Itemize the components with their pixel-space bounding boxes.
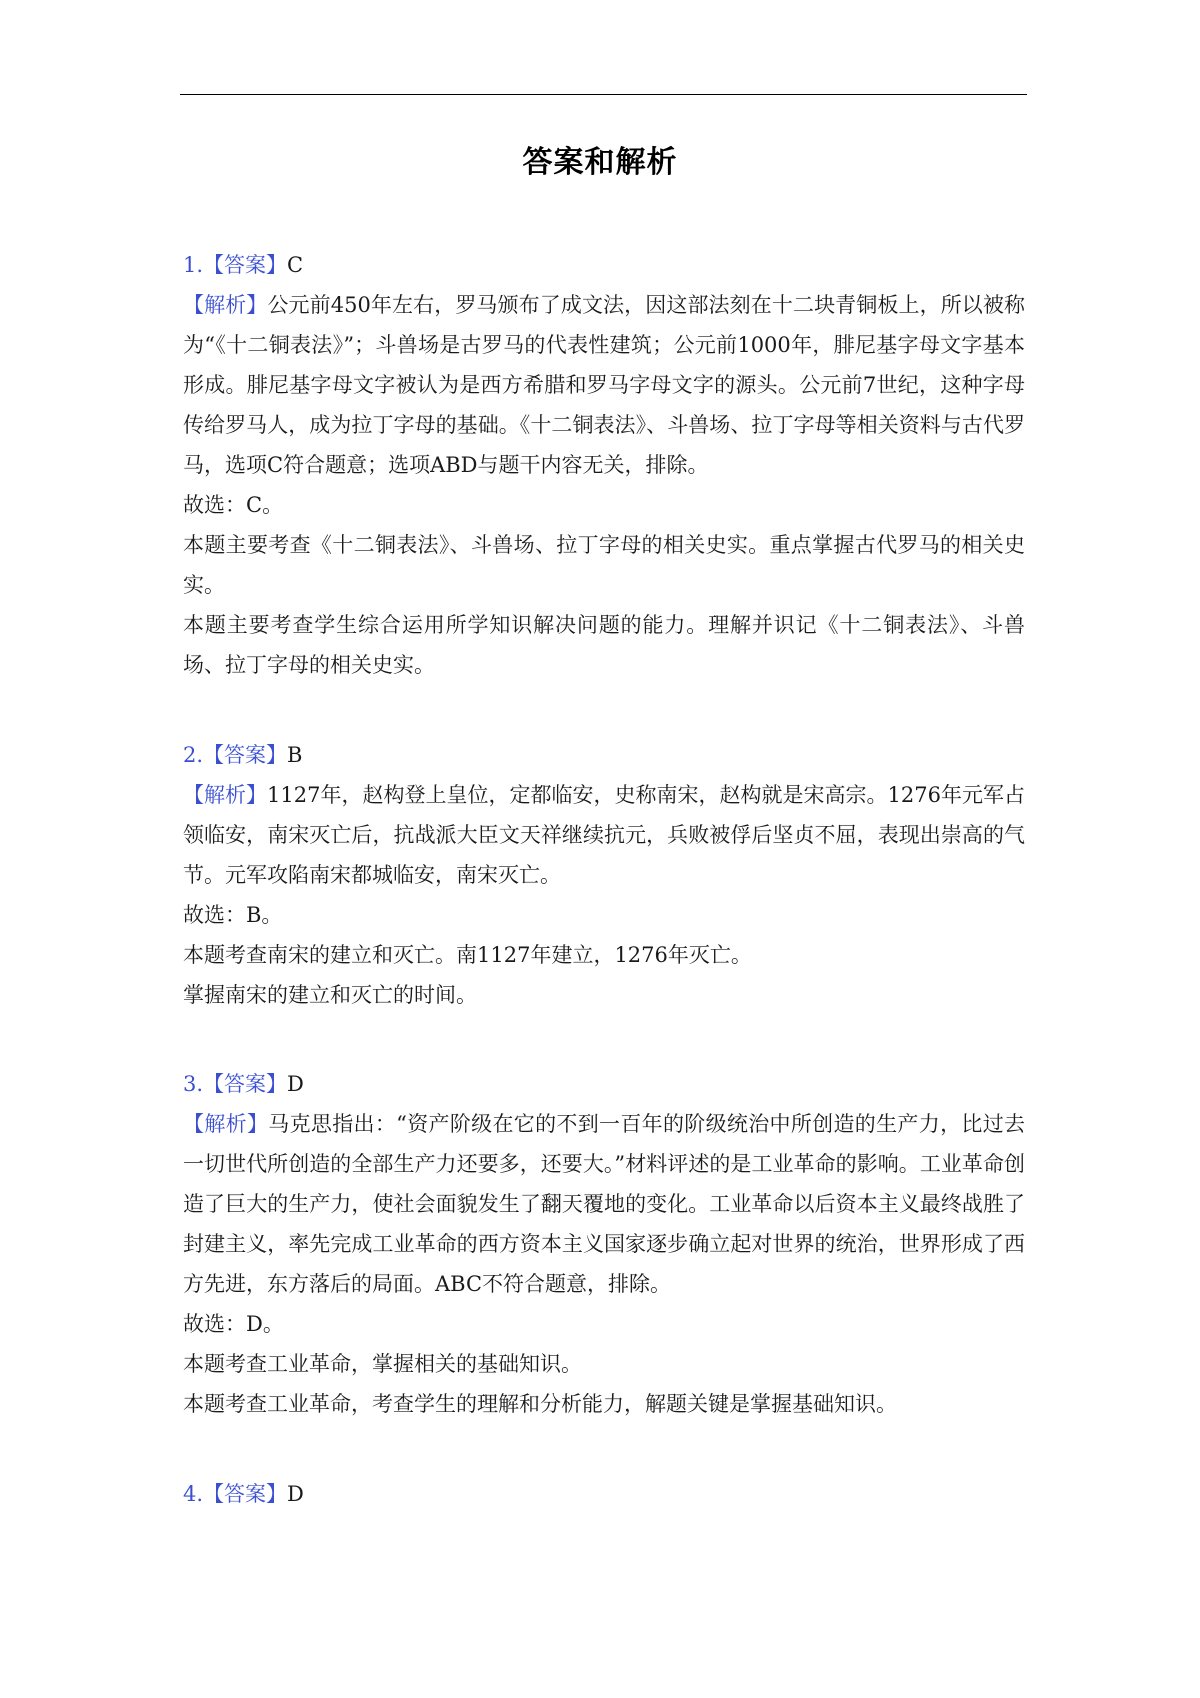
answer-label: 【答案】 [203, 1072, 288, 1096]
analysis-paragraph [183, 775, 1025, 895]
analysis-text: 公元前450年左右，罗马颁布了成文法，因这部法刻在十二块青铜板上，所以被称为“《十二铜表法》”；斗兽场是古罗马的代表性建筑；公元前1000年，腓尼基字母文字基本形成。腓尼基字母文字被认为是西方希腊和罗马字母文字的源头。公元前7世纪，这种字母传给罗马人，成为拉丁字母的基础。《十二铜表法》、斗兽场、拉丁字母等相关资料与古代罗马，选项C符合题意；选项ABD与题干内容无关，排除。 [183, 293, 1025, 477]
question-number: 3. [183, 1072, 204, 1096]
question-2 [183, 735, 1025, 1015]
question-4 [183, 1474, 1025, 1514]
point-paragraph: 本题考查工业革命，掌握相关的基础知识。 [183, 1352, 582, 1376]
header-rule [180, 94, 1027, 95]
comment-paragraph: 本题主要考查学生综合运用所学知识解决问题的能力。理解并识记《十二铜表法》、斗兽场、拉丁字母的相关史实。 [183, 613, 1025, 677]
point-paragraph: 本题考查南宋的建立和灭亡。南1127年建立，1276年灭亡。 [183, 943, 752, 967]
answer-line [183, 1474, 1025, 1514]
answer-label: 【答案】 [203, 253, 288, 277]
comment-paragraph: 本题考查工业革命，考查学生的理解和分析能力，解题关键是掌握基础知识。 [183, 1392, 897, 1416]
question-3 [183, 1064, 1025, 1424]
analysis-label: 【解析】 [183, 293, 268, 317]
question-number: 1. [183, 253, 204, 277]
analysis-text: 马克思指出：“资产阶级在它的不到一百年的阶级统治中所创造的生产力，比过去一切世代所创造的全部生产力还要多，还要大。”材料评述的是工业革命的影响。工业革命创造了巨大的生产力，使社会面貌发生了翻天覆地的变化。工业革命以后资本主义最终战胜了封建主义，率先完成工业革命的西方资本主义国家逐步确立起对世界的统治，世界形成了西方先进，东方落后的局面。ABC不符合题意，排除。 [183, 1112, 1026, 1296]
question-number: 4. [183, 1482, 204, 1506]
page-title: 答案和解析 [522, 145, 678, 180]
answer-value: D [287, 1482, 304, 1506]
analysis-label: 【解析】 [183, 783, 268, 807]
comment-paragraph: 掌握南宋的建立和灭亡的时间。 [183, 983, 477, 1007]
analysis-text: 1127年，赵构登上皇位，定都临安，史称南宋，赵构就是宋高宗。1276年元军占领临安，南宋灭亡后，抗战派大臣文天祥继续抗元，兵败被俘后坚贞不屈，表现出崇高的气节。元军攻陷南宋都城临安，南宋灭亡。 [183, 783, 1025, 887]
answer-value: C [287, 253, 304, 277]
question-1 [183, 245, 1025, 685]
answer-label: 【答案】 [203, 743, 288, 767]
choice-line: 故选：B。 [183, 903, 283, 927]
answer-line [183, 1064, 1025, 1104]
point-paragraph: 本题主要考查《十二铜表法》、斗兽场、拉丁字母的相关史实。重点掌握古代罗马的相关史实。 [183, 533, 1025, 597]
analysis-paragraph [183, 1104, 1025, 1304]
answer-line [183, 735, 1025, 775]
question-number: 2. [183, 743, 204, 767]
answer-label: 【答案】 [203, 1482, 288, 1506]
answer-value: B [287, 743, 303, 767]
answer-line [183, 245, 1025, 285]
choice-line: 故选：C。 [183, 493, 284, 517]
answer-value: D [287, 1072, 304, 1096]
choice-line: 故选：D。 [183, 1312, 284, 1336]
analysis-paragraph [183, 285, 1025, 485]
analysis-label: 【解析】 [183, 1112, 269, 1136]
